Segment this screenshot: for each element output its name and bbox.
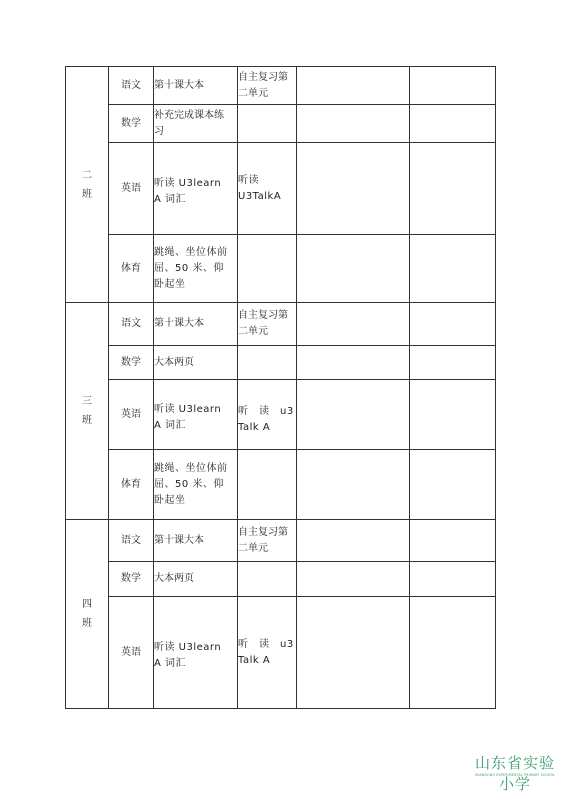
review-cell — [238, 67, 297, 105]
review-cell — [238, 303, 297, 346]
review-cell — [238, 105, 297, 143]
homework-cell — [154, 562, 238, 597]
blank-cell — [297, 235, 410, 303]
homework-schedule-table — [65, 66, 496, 709]
blank-cell — [297, 67, 410, 105]
review-text: 听读 U3TalkA — [238, 174, 282, 202]
blank-cell — [410, 562, 496, 597]
table-row — [66, 235, 496, 303]
homework-text: 第十课大本 — [154, 79, 204, 91]
homework-text: 听读 U3learn A 词汇 — [154, 641, 222, 669]
school-logo-english-name: SHANDONG EXPERIMENTAL PRIMARY SCHOOL — [474, 773, 556, 777]
blank-cell — [297, 105, 410, 143]
school-logo-name: 山东省实验小学 — [474, 754, 555, 793]
review-cell — [238, 520, 297, 562]
table-row — [66, 450, 496, 520]
homework-text: 第十课大本 — [154, 318, 204, 329]
blank-cell — [410, 235, 496, 303]
table-row — [66, 303, 496, 346]
class-name-char: 班 — [82, 188, 92, 200]
subject-cell: 数学 — [109, 346, 154, 380]
blank-cell — [297, 143, 410, 235]
homework-cell — [154, 346, 238, 380]
blank-cell — [297, 303, 410, 346]
homework-text: 跳绳、坐位体前 屈、50 米、仰 卧起坐 — [154, 246, 228, 290]
review-text: 自主复习第 二单元 — [238, 71, 288, 99]
homework-text: 补充完成课本练 习 — [154, 109, 224, 137]
homework-text: 大本两页 — [154, 573, 194, 584]
class-name-char: 班 — [82, 618, 92, 629]
blank-cell — [410, 143, 496, 235]
blank-cell — [410, 303, 496, 346]
subject-cell: 语文 — [109, 67, 154, 105]
review-cell — [238, 143, 297, 235]
table-row — [66, 143, 496, 235]
homework-text: 大本两页 — [154, 356, 194, 368]
review-text: 听 读 u3 Talk A — [238, 405, 294, 433]
blank-cell — [410, 520, 496, 562]
class-name-cell — [66, 520, 109, 709]
homework-cell — [154, 450, 238, 520]
subject-cell: 英语 — [109, 143, 154, 235]
blank-cell — [297, 520, 410, 562]
homework-cell — [154, 143, 238, 235]
blank-cell — [297, 380, 410, 450]
subject-cell: 语文 — [109, 520, 154, 562]
class-name-char: 班 — [82, 415, 92, 426]
review-cell — [238, 562, 297, 597]
homework-cell — [154, 597, 238, 709]
review-cell — [238, 235, 297, 303]
homework-cell — [154, 380, 238, 450]
homework-cell — [154, 105, 238, 143]
blank-cell — [297, 597, 410, 709]
class-name-cell — [66, 67, 109, 303]
table-row — [66, 597, 496, 709]
blank-cell — [297, 346, 410, 380]
class-name-char: 三 — [82, 396, 92, 407]
subject-cell: 体育 — [109, 235, 154, 303]
blank-cell — [410, 597, 496, 709]
homework-text: 跳绳、坐位体前 屈、50 米、仰 卧起坐 — [154, 462, 228, 506]
homework-text: 听读 U3learn A 词汇 — [154, 177, 222, 205]
review-text: 自主复习第 二单元 — [238, 310, 288, 337]
homework-cell — [154, 303, 238, 346]
table-row — [66, 67, 496, 105]
blank-cell — [297, 450, 410, 520]
review-text: 听 读 u3 Talk A — [238, 638, 294, 666]
table-row — [66, 562, 496, 597]
subject-cell: 英语 — [109, 597, 154, 709]
subject-cell: 体育 — [109, 450, 154, 520]
homework-text: 听读 U3learn A 词汇 — [154, 403, 222, 431]
homework-cell — [154, 235, 238, 303]
homework-text: 第十课大本 — [154, 534, 204, 546]
blank-cell — [410, 380, 496, 450]
blank-cell — [297, 562, 410, 597]
table-row — [66, 346, 496, 380]
blank-cell — [410, 450, 496, 520]
class-name-char: 二 — [82, 169, 92, 181]
homework-cell — [154, 67, 238, 105]
subject-cell: 英语 — [109, 380, 154, 450]
homework-cell — [154, 520, 238, 562]
table-row — [66, 380, 496, 450]
review-cell — [238, 450, 297, 520]
subject-cell: 数学 — [109, 562, 154, 597]
class-name-cell — [66, 303, 109, 520]
blank-cell — [410, 67, 496, 105]
class-name-char: 四 — [82, 599, 92, 610]
subject-cell: 数学 — [109, 105, 154, 143]
review-cell — [238, 380, 297, 450]
blank-cell — [410, 346, 496, 380]
table-row — [66, 520, 496, 562]
blank-cell — [410, 105, 496, 143]
table-row — [66, 105, 496, 143]
school-logo — [470, 752, 560, 793]
review-text: 自主复习第 二单元 — [238, 526, 288, 554]
review-cell — [238, 597, 297, 709]
review-cell — [238, 346, 297, 380]
subject-cell: 语文 — [109, 303, 154, 346]
